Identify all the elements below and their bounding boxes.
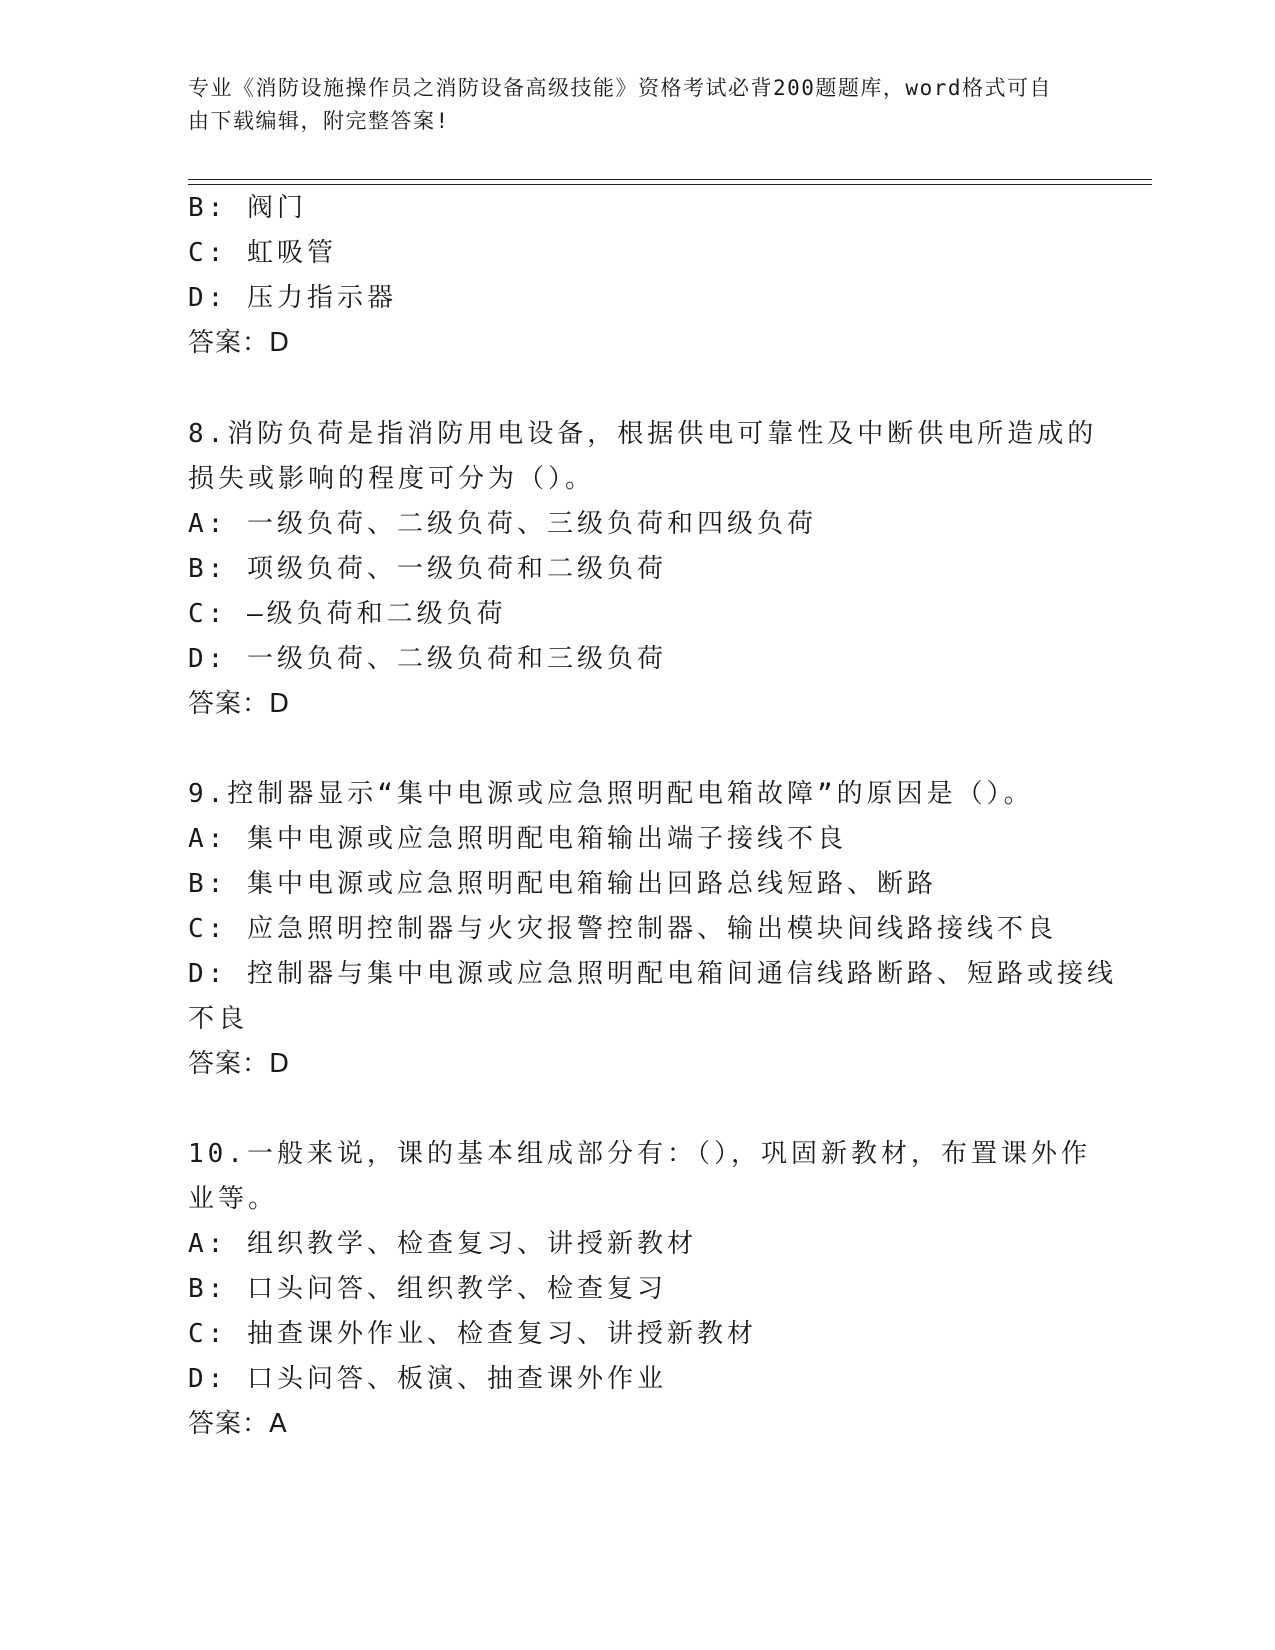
option-text: 组织教学、检查复习、讲授新教材: [246, 1229, 697, 1259]
option-text: 虹吸管: [246, 238, 337, 268]
option-label: D:: [188, 959, 228, 989]
answer: 答案：D: [188, 328, 291, 358]
option-label: A:: [188, 824, 228, 854]
option-text: 项级负荷、一级负荷和二级负荷: [246, 554, 667, 584]
option-text: 应急照明控制器与火灾报警控制器、输出模块间线路接线不良: [246, 914, 1057, 944]
option-label: D:: [188, 644, 228, 674]
option-text: 集中电源或应急照明配电箱输出回路总线短路、断路: [246, 869, 937, 899]
question-10-stem-line: 业等。: [188, 1184, 279, 1214]
option-b: [188, 1271, 1088, 1307]
option-d: [188, 1361, 1088, 1397]
option-label: B:: [188, 193, 228, 223]
option-text: —级负荷和二级负荷: [246, 599, 507, 629]
option-label: C:: [188, 914, 228, 944]
option-label: A:: [188, 1229, 228, 1259]
option-text: 口头问答、组织教学、检查复习: [246, 1274, 667, 1304]
option-label: C:: [188, 599, 228, 629]
option-text: 阀门: [246, 193, 307, 223]
answer: 答案：D: [188, 689, 291, 719]
option-c: [188, 596, 1088, 632]
question-8-stem-line: 8.消防负荷是指消防用电设备，根据供电可靠性及中断供电所造成的: [188, 419, 1098, 449]
option-d: [188, 280, 1088, 316]
option-b: [188, 551, 1088, 587]
option-label: B:: [188, 869, 228, 899]
option-label: A:: [188, 509, 228, 539]
question-9-stem-line: 9.控制器显示“集中电源或应急照明配电箱故障”的原因是（）。: [188, 779, 1034, 809]
option-label: B:: [188, 554, 228, 584]
answer: 答案：D: [188, 1049, 291, 1079]
option-text: 一级负荷、二级负荷、三级负荷和四级负荷: [246, 509, 817, 539]
option-text: 控制器与集中电源或应急照明配电箱间通信线路断路、短路或接线: [246, 959, 1117, 989]
option-d: [188, 641, 1088, 677]
option-d-continuation: [188, 1001, 1088, 1037]
option-text: 集中电源或应急照明配电箱输出端子接线不良: [246, 824, 847, 854]
option-text: 一级负荷、二级负荷和三级负荷: [246, 644, 667, 674]
document-header: 专业《消防设施操作员之消防设备高级技能》资格考试必背200题题库，word格式可自由下载编辑，附完整答案!: [188, 76, 1052, 133]
header-rule-top: [188, 179, 1152, 180]
option-label: C:: [188, 238, 228, 268]
option-c: [188, 235, 1088, 271]
header-rule-bottom: [188, 184, 1152, 185]
option-label: C:: [188, 1319, 228, 1349]
question-10-stem-line: 10.一般来说，课的基本组成部分有：（），巩固新教材，布置课外作: [188, 1139, 1091, 1169]
option-b: [188, 866, 1088, 902]
option-text: 压力指示器: [246, 283, 397, 313]
option-d: [188, 956, 1117, 992]
option-a: [188, 506, 1088, 542]
option-text: 口头问答、板演、抽查课外作业: [246, 1364, 667, 1394]
option-text: 抽查课外作业、检查复习、讲授新教材: [246, 1319, 757, 1349]
option-a: [188, 1226, 1088, 1262]
option-label: B:: [188, 1274, 228, 1304]
question-8-stem-line: 损失或影响的程度可分为（）。: [188, 464, 596, 494]
option-c: [188, 1316, 1088, 1352]
option-text: 不良: [188, 1004, 249, 1034]
option-label: D:: [188, 1364, 228, 1394]
option-a: [188, 821, 1088, 857]
option-label: D:: [188, 283, 228, 313]
option-b: [188, 190, 1088, 226]
option-c: [188, 911, 1088, 947]
answer: 答案：A: [188, 1409, 288, 1439]
